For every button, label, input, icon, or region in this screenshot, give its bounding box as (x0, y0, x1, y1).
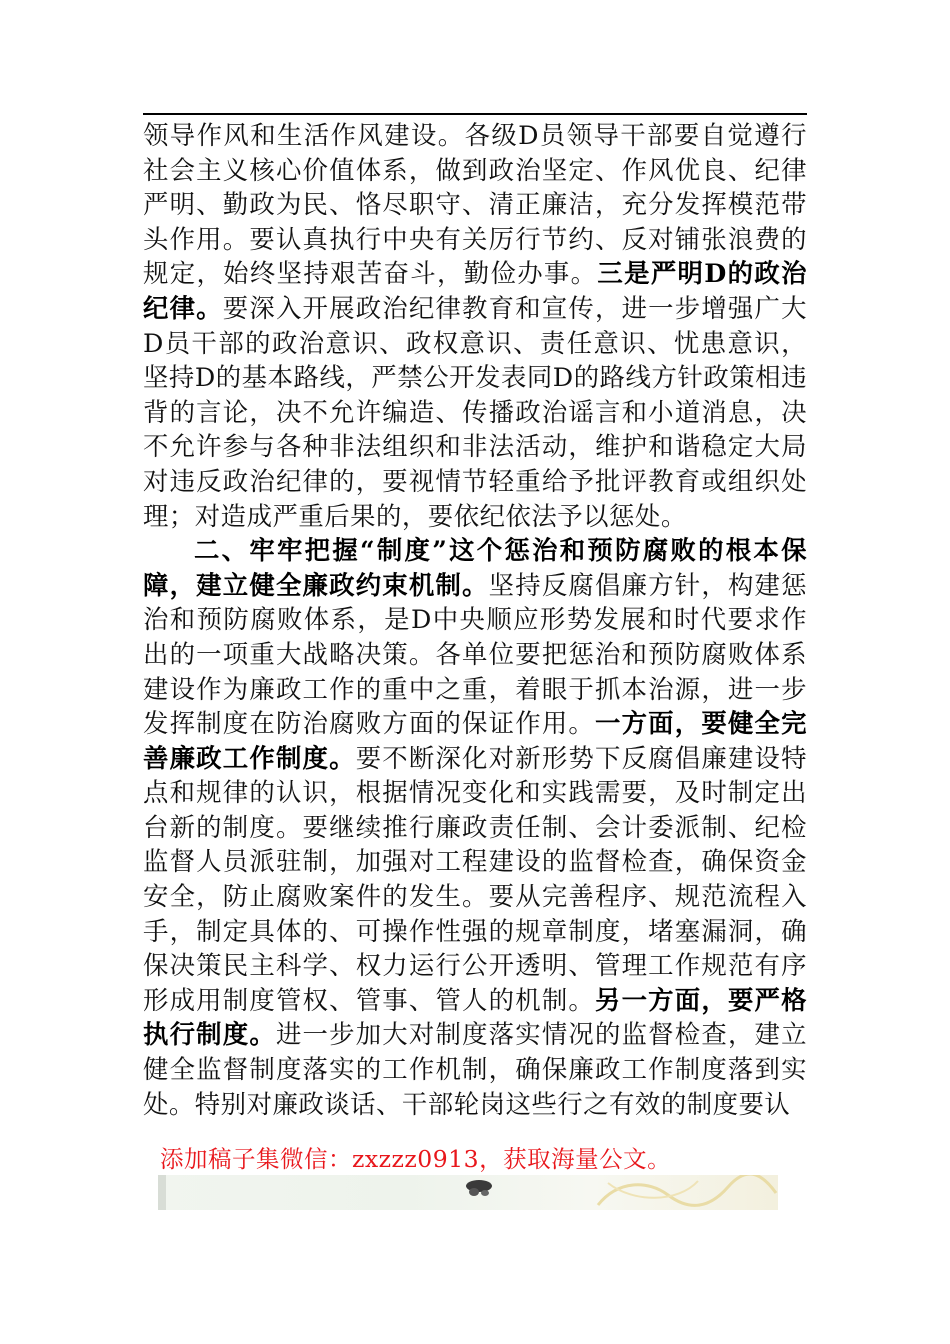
paragraph-text: 坚持反腐倡廉方针，构建惩治和预防腐败体系，是D中央顺应形势发展和时代要求作出的一项重大战略决策。各单位要把惩治和预防腐败体系建设作为廉政工作的重中之重，着眼于抓本治源，进一步发挥制度在防治腐败方面的保证作用。 (143, 569, 808, 739)
decorative-banner-image (158, 1175, 778, 1210)
paragraph-bold-heading: 另一方面，要严格执行制度。 (143, 984, 808, 1050)
paragraph-system (143, 533, 807, 1121)
paragraph-text: 要深入开展政治纪律教育和宣传，进一步增强广大D员干部的政治意识、政权意识、责任意识、忧患意识，坚持D的基本路线，严禁公开发表同D的路线方针政策相违背的言论，决不允许编造、传播政治谣言和小道消息，决不允许参与各种非法组织和非法活动，维护和谐稳定大局对违反政治纪律的，要视情节轻重给予批评教育或组织处理；对造成严重后果的，要依纪依法予以惩处。 (143, 292, 808, 531)
promo-text: 添加稿子集微信：zxzzz0913，获取海量公文。 (160, 1145, 672, 1173)
document-body (143, 118, 807, 1121)
section-heading: 二、牢牢把握“制度”这个惩治和预防腐败的根本保障，建立健全廉政约束机制。 (143, 535, 807, 600)
header-rule (143, 113, 807, 115)
ink-blot-icon (462, 1177, 496, 1199)
paragraph-text: 进一步加大对制度落实情况的监督检查，建立健全监督制度落实的工作机制，确保廉政工作制度落到实处。特别对廉政谈话、干部轮岗这些行之有效的制度要认 (143, 1019, 808, 1119)
banner-edge (158, 1175, 166, 1210)
paragraph-text: 领导作风和生活作风建设。各级D员领导干部要自觉遵行社会主义核心价值体系，做到政治坚定、作风优良、纪律严明、勤政为民、恪尽职守、清正廉洁，充分发挥模范带头作用。要认真执行中央有关厉行节约、反对铺张浪费的规定，始终坚持艰苦奋斗，勤俭办事。 (143, 120, 807, 289)
paragraph-text: 要不断深化对新形势下反腐倡廉建设特点和规律的认识，根据情况变化和实践需要，及时制定出台新的制度。要继续推行廉政责任制、会计委派制、纪检监督人员派驻制，加强对工程建设的监督检查，确保资金安全，防止腐败案件的发生。要从完善程序、规范流程入手，制定具体的、可操作性强的规章制度，堵塞漏洞，确保决策民主科学、权力运行公开透明、管理工作规范有序形成用制度管权、管事、管人的机制。 (143, 742, 807, 1015)
paragraph-discipline (143, 118, 807, 533)
paragraph-bold-heading: 一方面，要健全完善廉政工作制度。 (143, 708, 808, 773)
swirl-ornament-icon (588, 1175, 778, 1210)
paragraph-bold-heading: 三是严明D的政治纪律。 (143, 258, 807, 323)
